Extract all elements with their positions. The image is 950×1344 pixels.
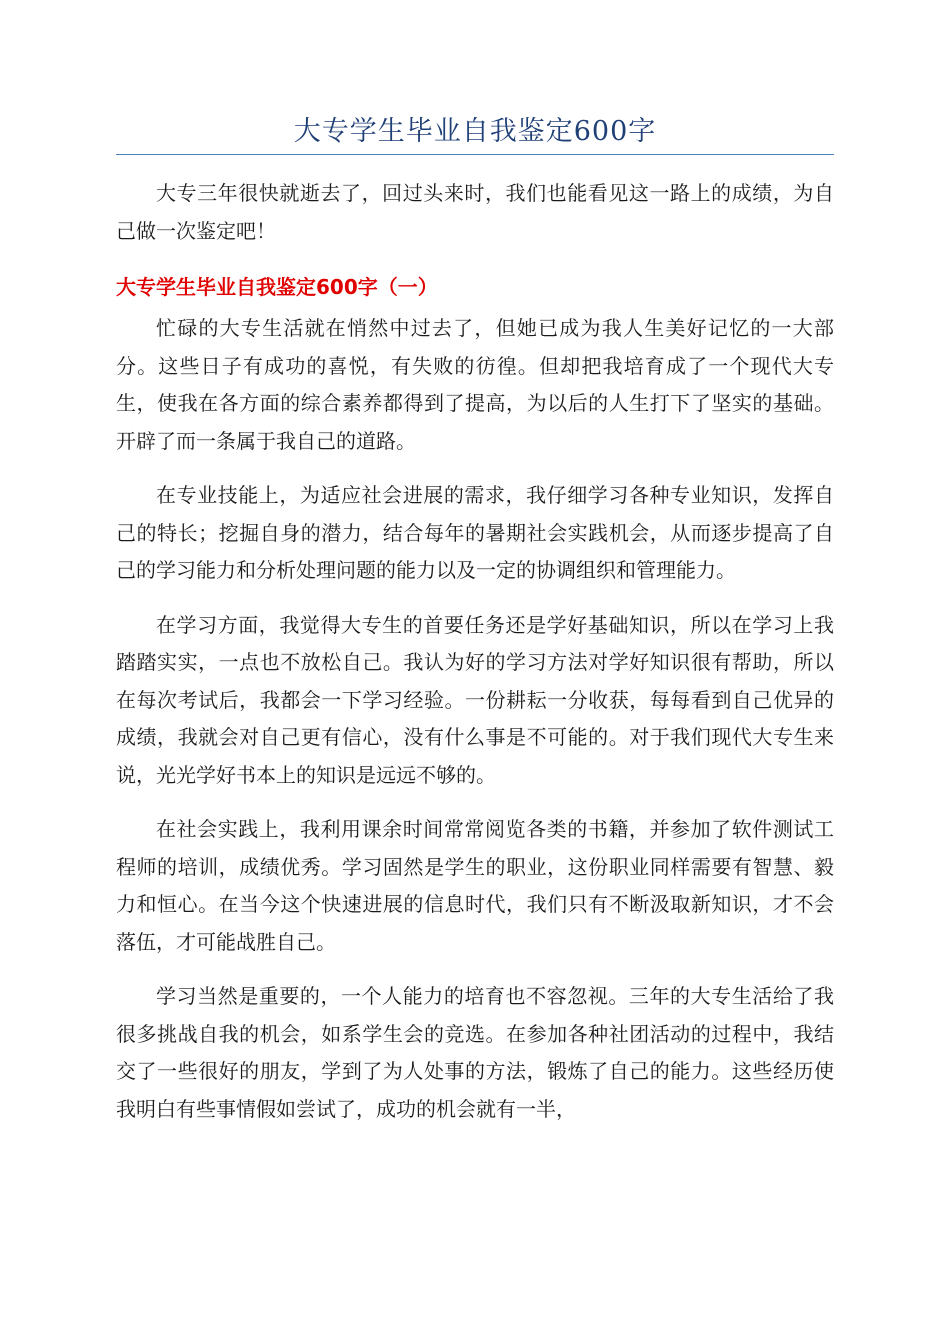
- body-paragraph: 学习当然是重要的，一个人能力的培育也不容忽视。三年的大专生活给了我很多挑战自我的机会，如系学生会的竞选。在参加各种社团活动的过程中，我结交了一些很好的朋友，学到了为人处事的方法，锻炼了自己的能力。这些经历使我明白有些事情假如尝试了，成功的机会就有一半，: [116, 984, 834, 1121]
- body-paragraph: 在专业技能上，为适应社会进展的需求，我仔细学习各种专业知识，发挥自己的特长；挖掘自身的潜力，结合每年的暑期社会实践机会，从而逐步提高了自己的学习能力和分析处理问题的能力以及一定的协调组织和管理能力。: [116, 483, 834, 582]
- body-paragraph: 在社会实践上，我利用课余时间常常阅览各类的书籍，并参加了软件测试工程师的培训，成绩优秀。学习固然是学生的职业，这份职业同样需要有智慧、毅力和恒心。在当今这个快速进展的信息时代，我们只有不断汲取新知识，才不会落伍，才可能战胜自己。: [116, 817, 834, 954]
- title-underline: [116, 154, 834, 155]
- document-title: 大专学生毕业自我鉴定600字: [293, 116, 657, 147]
- document-body: [116, 175, 834, 1145]
- body-paragraph: 忙碌的大专生活就在悄然中过去了，但她已成为我人生美好记忆的一大部分。这些日子有成功的喜悦，有失败的彷徨。但却把我培育成了一个现代大专生，使我在各方面的综合素养都得到了提高，为以后的人生打下了坚实的基础。开辟了而一条属于我自己的道路。: [116, 316, 834, 453]
- body-paragraph: 在学习方面，我觉得大专生的首要任务还是学好基础知识，所以在学习上我踏踏实实，一点也不放松自己。我认为好的学习方法对学好知识很有帮助，所以在每次考试后，我都会一下学习经验。一份耕耘一分收获，每每看到自己优异的成绩，我就会对自己更有信心，没有什么事是不可能的。对于我们现代大专生来说，光光学好书本上的知识是远远不够的。: [116, 612, 834, 787]
- section-heading: 大专学生毕业自我鉴定600字（一）: [116, 275, 438, 299]
- intro-paragraph: 大专三年很快就逝去了，回过头来时，我们也能看见这一路上的成绩，为自己做一次鉴定吧！: [116, 181, 834, 243]
